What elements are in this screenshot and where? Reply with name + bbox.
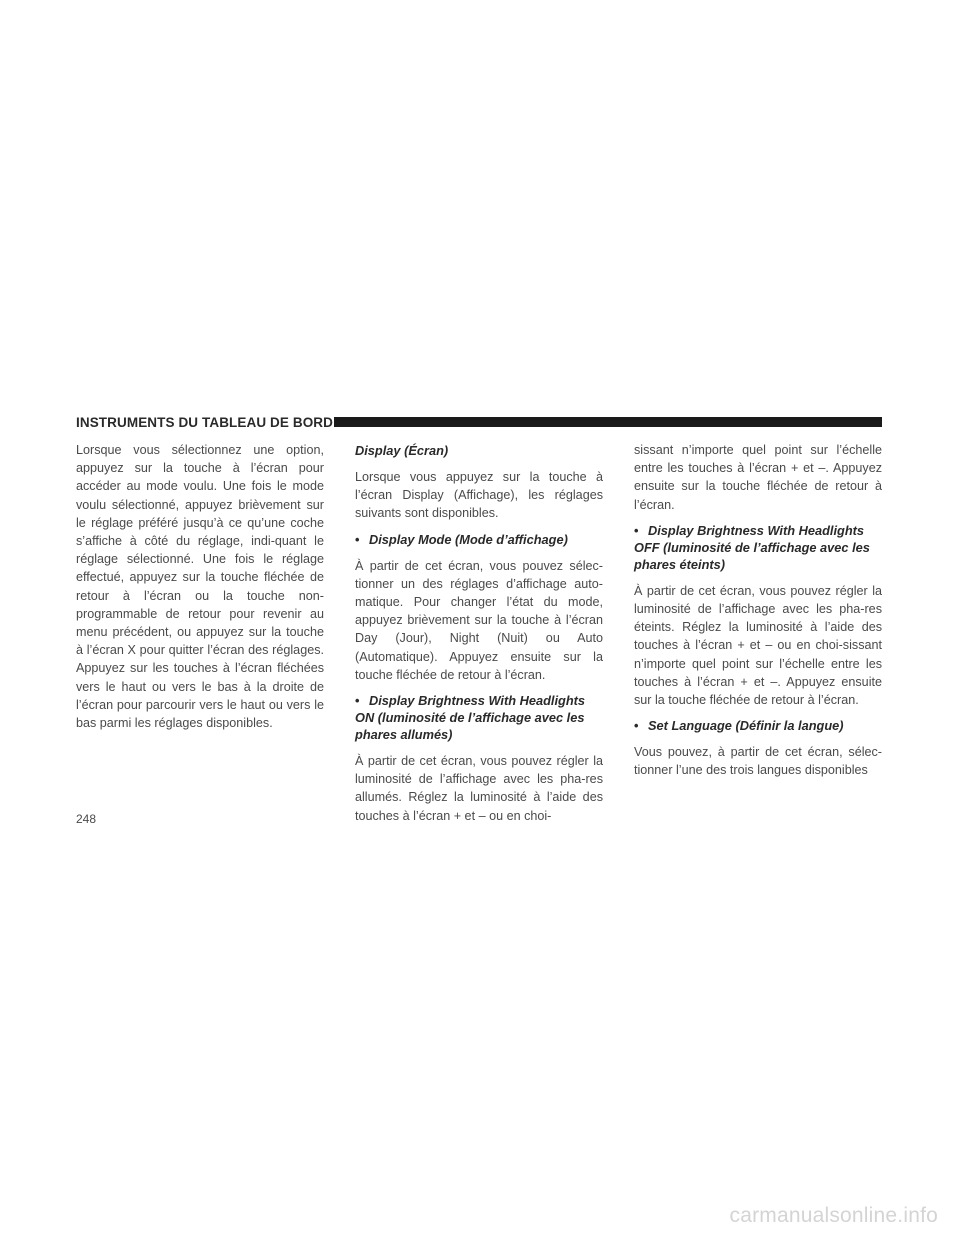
section-header xyxy=(76,413,882,433)
bullet-icon: • xyxy=(634,718,639,734)
page-number: 248 xyxy=(76,812,97,826)
paragraph: Lorsque vous appuyez sur la touche à l’écran Display (Affichage), les réglages suivants sont disponibles. xyxy=(355,470,603,521)
bullet-text: Set Language (Définir la langue) xyxy=(648,718,844,734)
bullet-text: Display Brightness With Headlights OFF (luminosité de l’affichage avec les phares éteints) xyxy=(634,522,870,572)
bullet-heading xyxy=(634,522,882,573)
subsection-heading: Display (Écran) xyxy=(355,443,449,458)
paragraph: sissant n’importe quel point sur l’échelle entre les touches à l’écran + et –. Appuyez ensuite sur la touche fléchée de retour à l’écran. xyxy=(634,443,882,512)
bullet-text: Display Mode (Mode d’affichage) xyxy=(369,531,568,547)
paragraph: À partir de cet écran, vous pouvez sélec-tionner un des réglages d’affichage auto-matique. Pour changer l’état du mode, appuyez brièvement sur la touche à l’écran Day (Jour), Night (Nuit) ou Auto (Automatique). Appuyez ensuite sur la touche fléchée de retour à l’écran. xyxy=(355,558,603,682)
paragraph: À partir de cet écran, vous pouvez régler la luminosité de l’affichage avec les pha-res allumés. Réglez la luminosité à l’aide des touches à l’écran + et – ou en choi- xyxy=(355,754,603,823)
bullet-icon: • xyxy=(634,522,639,538)
bullet-text: Display Brightness With Headlights ON (luminosité de l’affichage avec les phares allumés) xyxy=(355,693,586,743)
text-column-2 xyxy=(355,441,603,833)
watermark: carmanualsonline.info xyxy=(729,1204,938,1227)
bullet-heading xyxy=(634,717,882,734)
paragraph: Lorsque vous sélectionnez une option, appuyez sur la touche à l’écran pour accéder au mode voulu. Une fois le mode voulu sélectionné, appuyez brièvement sur le réglage préféré jusqu’à ce qu’une coche s’affiche à côté du réglage, indi-quant le réglage sélectionné. Une fois le réglage effectué, appuyez sur la touche fléchée de retour à l’écran ou la touche non-programmable de retour pour revenir au menu précédent, ou appuyez sur la touche à l’écran X pour quitter l’écran des réglages. Appuyez sur les touches à l’écran fléchées vers le haut ou vers le bas à la droite de l’écran pour parcourir vers le haut ou vers le bas parmi les réglages disponibles. xyxy=(76,443,324,731)
text-column-1 xyxy=(76,441,324,740)
bullet-heading xyxy=(355,692,603,743)
bullet-icon: • xyxy=(355,693,360,709)
bullet-icon: • xyxy=(355,531,360,547)
header-rule xyxy=(334,417,882,427)
text-column-3 xyxy=(634,441,882,788)
section-title: INSTRUMENTS DU TABLEAU DE BORD xyxy=(76,415,333,430)
paragraph: Vous pouvez, à partir de cet écran, sélec-tionner l’une des trois langues disponibles xyxy=(634,745,882,778)
paragraph: À partir de cet écran, vous pouvez régler la luminosité de l’affichage avec les pha-res éteints. Réglez la luminosité à l’aide des touches à l’écran + et – ou en choi-sissant n’importe quel point sur l’échelle entre les touches à l’écran + et –. Appuyez ensuite sur la touche fléchée de retour à l’écran. xyxy=(634,583,882,708)
bullet-heading xyxy=(355,531,603,548)
